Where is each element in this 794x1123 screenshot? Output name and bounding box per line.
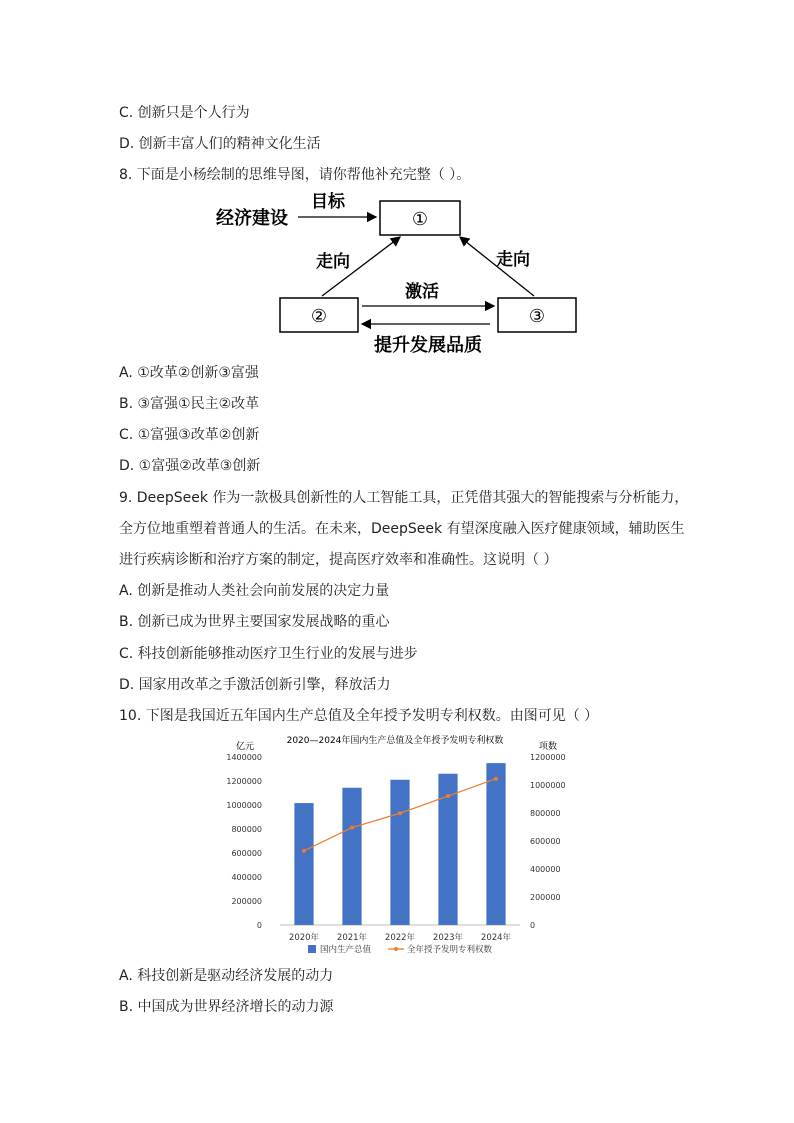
- gdp-bar: [486, 763, 505, 925]
- option-8b: B. ③富强①民主②改革: [119, 396, 260, 412]
- patent-point: [494, 777, 498, 781]
- left-tick-label: 600000: [231, 849, 262, 858]
- right-tick-label: 600000: [530, 837, 561, 846]
- right-tick-label: 0: [530, 921, 536, 930]
- improve-quality-label: 提升发展品质: [374, 335, 482, 356]
- patent-point: [398, 811, 402, 815]
- option-9d: D. 国家用改革之手激活创新引擎，释放活力: [119, 677, 391, 693]
- patent-point: [302, 849, 306, 853]
- right-axis-title: 项数: [538, 742, 558, 752]
- question-9-line-2: 全方位地重塑着普通人的生活。在未来，DeepSeek 有望深度融入医疗健康领域，辅助医生: [119, 521, 685, 537]
- activate-label: 激活: [405, 282, 439, 302]
- legend-label-gdp: 国内生产总值: [320, 945, 372, 955]
- option-8c: C. ①富强③改革②创新: [119, 427, 260, 443]
- box-2-label: ②: [310, 306, 328, 327]
- option-8d: D. ①富强②改革③创新: [119, 458, 261, 474]
- box-3-label: ③: [528, 306, 546, 327]
- legend-label-patent: 全年授予发明专利权数: [407, 945, 493, 955]
- left-tick-label: 200000: [231, 897, 262, 906]
- option-7c: C. 创新只是个人行为: [119, 105, 250, 121]
- x-tick-label: 2023年: [432, 933, 464, 943]
- chart-title: 2020—2024年国内生产总值及全年授予发明专利权数: [286, 736, 504, 746]
- left-tick-label: 0: [256, 921, 262, 930]
- right-tick-label: 200000: [530, 893, 561, 902]
- question-9-line-3: 进行疾病诊断和治疗方案的制定，提高医疗效率和准确性。这说明（ ）: [119, 552, 558, 568]
- left-edge-label: 走向: [316, 252, 350, 272]
- patent-point: [350, 826, 354, 830]
- left-tick-label: 800000: [231, 825, 262, 834]
- x-tick-label: 2022年: [384, 933, 416, 943]
- option-10a: A. 科技创新是驱动经济发展的动力: [119, 968, 334, 984]
- gdp-bar: [294, 803, 313, 925]
- option-9c: C. 科技创新能够推动医疗卫生行业的发展与进步: [119, 646, 418, 662]
- right-tick-label: 1200000: [530, 753, 566, 762]
- gdp-bar: [342, 788, 361, 925]
- x-tick-label: 2024年: [480, 933, 512, 943]
- option-7d: D. 创新丰富人们的精神文化生活: [119, 136, 321, 152]
- right-tick-label: 1000000: [530, 781, 566, 790]
- box-1-label: ①: [411, 209, 429, 230]
- legend-swatch-gdp: [308, 945, 316, 953]
- patent-point: [446, 794, 450, 798]
- legend-marker-patent: [394, 947, 398, 951]
- right-tick-label: 800000: [530, 809, 561, 818]
- question-10: 10. 下图是我国近五年国内生产总值及全年授予发明专利权数。由图可见（ ）: [119, 708, 599, 724]
- option-8a: A. ①改革②创新③富强: [119, 365, 259, 381]
- gdp-patent-chart: [220, 730, 566, 960]
- option-10b: B. 中国成为世界经济增长的动力源: [119, 999, 334, 1015]
- question-9-line-1: 9. DeepSeek 作为一款极具创新性的人工智能工具，正凭借其强大的智能搜索与分析能力，: [119, 490, 689, 506]
- left-tick-label: 1000000: [226, 801, 262, 810]
- x-tick-label: 2020年: [288, 933, 320, 943]
- mind-map-diagram: [200, 188, 600, 358]
- left-tick-label: 1400000: [226, 753, 262, 762]
- right-edge-label: 走向: [496, 250, 530, 270]
- option-9b: B. 创新已成为世界主要国家发展战略的重心: [119, 614, 390, 630]
- question-8: 8. 下面是小杨绘制的思维导图，请你帮他补充完整（ ）。: [119, 167, 471, 183]
- x-tick-label: 2021年: [336, 933, 368, 943]
- left-tick-label: 1200000: [226, 777, 262, 786]
- economic-construction-label: 经济建设: [216, 208, 288, 229]
- option-9a: A. 创新是推动人类社会向前发展的决定力量: [119, 583, 390, 599]
- goal-label: 目标: [311, 192, 345, 212]
- gdp-bar: [390, 780, 409, 925]
- left-axis-title: 亿元: [235, 742, 255, 752]
- left-tick-label: 400000: [231, 873, 262, 882]
- right-tick-label: 400000: [530, 865, 561, 874]
